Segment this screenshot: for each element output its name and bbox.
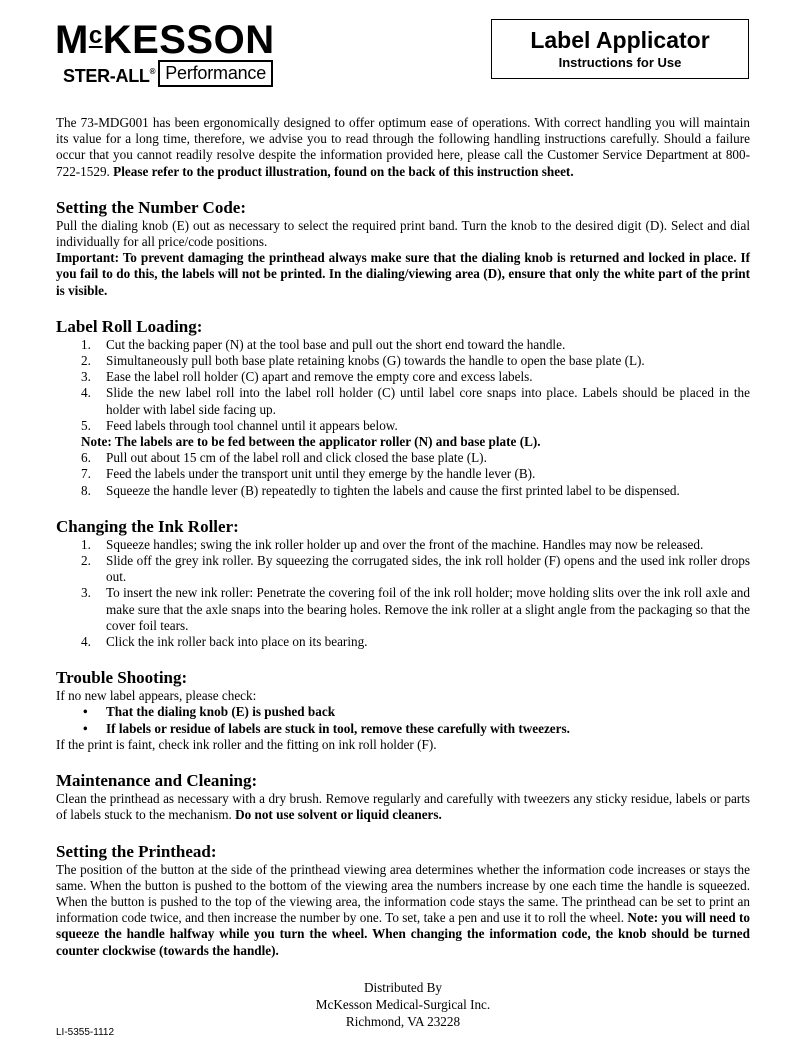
printhead-heading: Setting the Printhead: bbox=[56, 841, 217, 861]
list-item: • That the dialing knob (E) is pushed back bbox=[83, 704, 336, 720]
printhead-text: The position of the button at the side of the printhead viewing area determines whether the information code increases or stays the same. When the button is pushed to the bottom of the viewing area the numbers increase by one each time the handle is squeezed. When the button is pushed to the top of the viewing area, the information code stays the same. The printhead can be set to print an information code twice, and then increase the number by one. To set, take a pen and use it to roll the wheel. Note: you will need to squeeze the handle halfway while you turn the wheel. When changing the information code, the knob should be turned counter clockwise (towards the handle). bbox=[56, 861, 750, 958]
list-item: 1. Cut the backing paper (N) at the tool base and pull out the short end toward the handle. bbox=[81, 336, 566, 352]
roll-loading-note: Note: The labels are to be fed between the applicator roller (N) and base plate (L). bbox=[81, 434, 541, 450]
list-item: 3. To insert the new ink roller: Penetrate the covering foil of the ink roll holder; move holding slits over the ink roll axle and make sure that the axle snaps into the bearing holes. Remove the ink roller at a slight angle from the packaging so that the cover foil tears. bbox=[81, 585, 750, 633]
distributor-name: McKesson Medical-Surgical Inc. bbox=[315, 996, 491, 1012]
content bbox=[56, 115, 750, 1030]
distributed-by: Distributed By bbox=[363, 979, 443, 995]
list-item: 7. Feed the labels under the transport unit until they emerge by the handle lever (B). bbox=[81, 466, 536, 482]
maintenance-text: Clean the printhead as necessary with a dry brush. Remove regularly and carefully with tweezers any sticky residue, labels or parts of labels stuck to the mechanism. Do not use solvent or liquid cleaners. bbox=[56, 791, 750, 823]
distributor-block bbox=[56, 979, 750, 1030]
list-item: 8. Squeeze the handle lever (B) repeatedly to tighten the labels and cause the first printed label to be dispensed. bbox=[81, 482, 680, 498]
document-title: Label Applicator bbox=[530, 27, 710, 53]
roll-loading-heading: Label Roll Loading: bbox=[56, 316, 203, 336]
list-item: 6. Pull out about 15 cm of the label roll and click closed the base plate (L). bbox=[81, 450, 487, 466]
trouble-intro: If no new label appears, please check: bbox=[56, 688, 257, 704]
trouble-bullets bbox=[56, 704, 750, 736]
brand-name: $M^cKESSON$ bbox=[55, 18, 275, 62]
number-code-text: Pull the dialing knob (E) out as necessary to select the required print band. Turn the knob to the desired digit (D). Select and dial individually for all price/code positions. bbox=[56, 217, 750, 250]
document-subtitle: Instructions for Use bbox=[558, 55, 682, 70]
ster-all-text: STER-ALL® bbox=[63, 65, 156, 86]
bullet-icon: • bbox=[83, 720, 88, 736]
intro-paragraph: The 73-MDG001 has been ergonomically designed to offer optimum ease of operations. With correct handling you will maintain its value for a long time, therefore, we advise you to read through the following handling instructions carefully. Should a failure occur that you cannot readily resolve despite the information provided here, please call the Customer Service Department at 800-722-1529. Please refer to the product illustration, found on the back of this instruction sheet. bbox=[56, 115, 750, 179]
roll-loading-list-b bbox=[56, 450, 750, 499]
document-code: LI-5355-1112 bbox=[56, 1027, 115, 1038]
list-item: 2. Slide off the grey ink roller. By squeezing the corrugated sides, the ink roll holder (F) opens and the used ink roller drops out. bbox=[81, 553, 750, 585]
list-item: 1. Squeeze handles; swing the ink roller holder up and over the front of the machine. Handles may now be released. bbox=[81, 536, 704, 552]
distributor-address: Richmond, VA 23228 bbox=[345, 1013, 461, 1029]
ink-roller-list bbox=[56, 537, 750, 650]
list-item: 2. Simultaneously pull both base plate retaining knobs (G) towards the handle to open the base plate (L). bbox=[81, 353, 645, 369]
maintenance-heading: Maintenance and Cleaning: bbox=[56, 771, 258, 791]
list-item: 4. Slide the new label roll into the label roll holder (C) until label core snaps into place. Labels should be placed in the holder with label side facing up. bbox=[81, 385, 750, 417]
list-item: 3. Ease the label roll holder (C) apart and remove the empty core and excess labels. bbox=[81, 369, 533, 385]
ink-roller-heading: Changing the Ink Roller: bbox=[56, 516, 239, 536]
list-item: 5. Feed labels through tool channel until it appears below. bbox=[81, 417, 398, 433]
title-box bbox=[491, 19, 749, 79]
list-item: • If labels or residue of labels are stuck in tool, remove these carefully with tweezers. bbox=[83, 720, 570, 736]
roll-loading-list-a bbox=[56, 337, 750, 434]
mckesson-logo bbox=[55, 16, 295, 86]
bullet-icon: • bbox=[83, 704, 88, 720]
number-code-heading: Setting the Number Code: bbox=[56, 197, 246, 217]
number-code-important: Important: To prevent damaging the printhead always make sure that the dialing knob is returned and locked in place. If you fail to do this, the labels will not be printed. In the dialing/viewing area (D), ensure that only the white part of the print is visible. bbox=[56, 250, 750, 298]
ster-all-performance-logo bbox=[63, 60, 273, 87]
trouble-after: If the print is faint, check ink roller and the fitting on ink roll holder (F). bbox=[56, 736, 437, 752]
trouble-heading: Trouble Shooting: bbox=[56, 668, 188, 688]
performance-box: Performance bbox=[158, 60, 273, 87]
list-item: 4. Click the ink roller back into place on its bearing. bbox=[81, 634, 368, 650]
